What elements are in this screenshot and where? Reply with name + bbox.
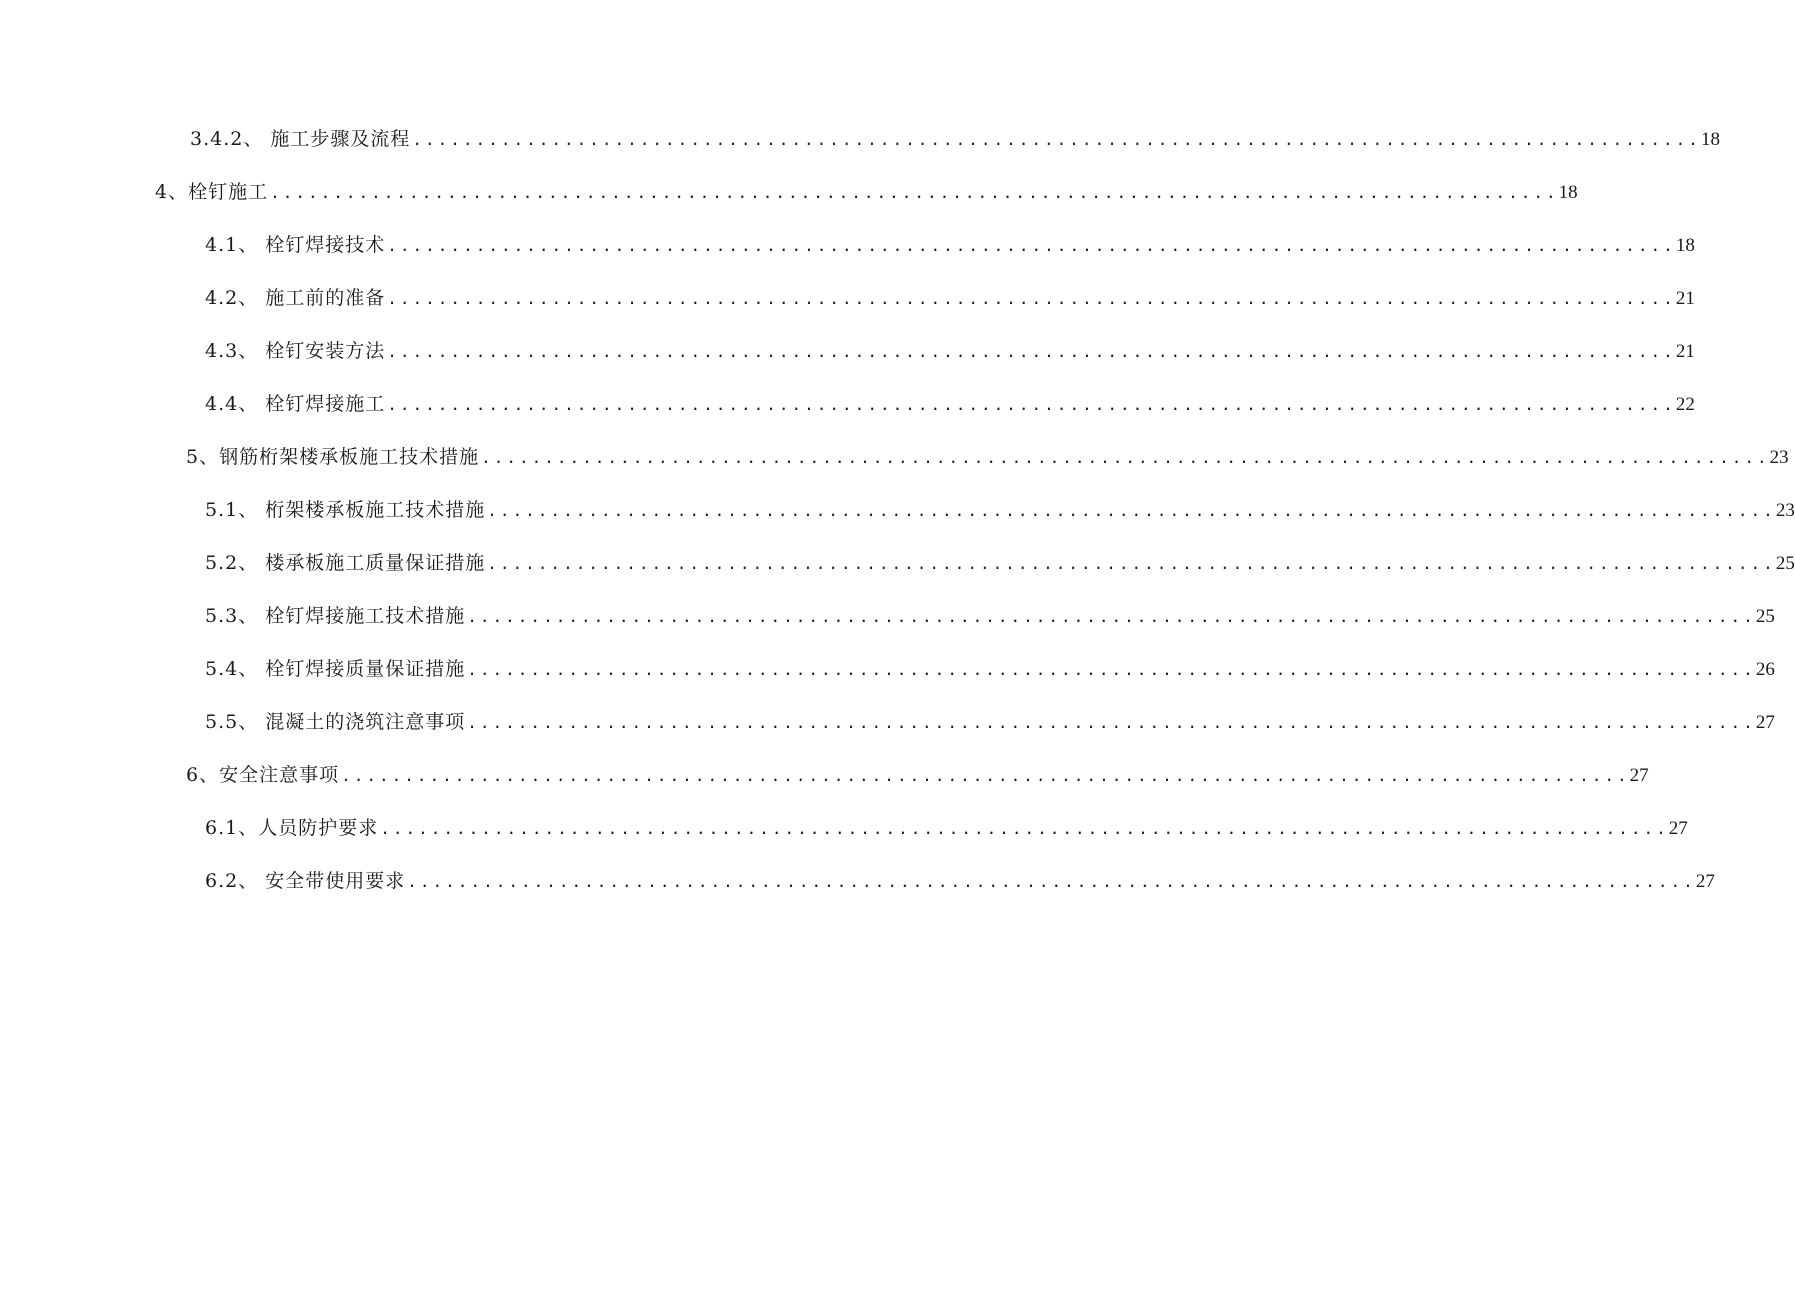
toc-dot-leader: ...................................................................................................... bbox=[467, 660, 1756, 679]
toc-entry-page: 27 bbox=[1629, 765, 1649, 786]
toc-entry-label: 5、钢筋桁架楼承板施工技术措施 bbox=[186, 446, 480, 468]
toc-dot-leader: ...................................................................................................... bbox=[467, 713, 1756, 732]
toc-entry[interactable] bbox=[205, 285, 1695, 311]
toc-entry-label: 4、栓钉施工 bbox=[155, 181, 269, 203]
toc-entry-label: 5.4、 栓钉焊接质量保证措施 bbox=[205, 658, 466, 680]
toc-entry-page: 26 bbox=[1755, 659, 1775, 680]
toc-dot-leader: ...................................................................................................... bbox=[407, 872, 1696, 891]
toc-entry-page: 27 bbox=[1668, 818, 1688, 839]
toc-entry-label: 3.4.2、 施工步骤及流程 bbox=[190, 128, 411, 150]
toc-entry-label: 4.3、 栓钉安装方法 bbox=[205, 340, 386, 362]
toc-entry-page: 21 bbox=[1675, 288, 1695, 309]
toc-dot-leader: ...................................................................................................... bbox=[387, 342, 1676, 361]
toc-dot-leader: ...................................................................................................... bbox=[487, 554, 1776, 573]
toc-dot-leader: ...................................................................................................... bbox=[467, 607, 1756, 626]
toc-entry[interactable] bbox=[205, 603, 1775, 629]
toc-entry-label: 4.2、 施工前的准备 bbox=[205, 287, 386, 309]
toc-entry[interactable] bbox=[205, 709, 1775, 735]
toc-dot-leader: ...................................................................................................... bbox=[481, 448, 1770, 467]
toc-entry-label: 4.1、 栓钉焊接技术 bbox=[205, 234, 386, 256]
toc-entry-page: 21 bbox=[1675, 341, 1695, 362]
toc-entry[interactable] bbox=[186, 444, 1789, 470]
toc-entry[interactable] bbox=[205, 338, 1695, 364]
toc-entry[interactable] bbox=[155, 179, 1578, 205]
toc-entry[interactable] bbox=[205, 550, 1795, 576]
toc-entry-label: 5.5、 混凝土的浇筑注意事项 bbox=[205, 711, 466, 733]
toc-entry[interactable] bbox=[205, 656, 1775, 682]
toc-entry-label: 4.4、 栓钉焊接施工 bbox=[205, 393, 386, 415]
toc-entry-page: 23 bbox=[1769, 447, 1789, 468]
toc-dot-leader: ...................................................................................................... bbox=[387, 289, 1676, 308]
toc-dot-leader: ...................................................................................................... bbox=[270, 183, 1559, 202]
toc-entry[interactable] bbox=[205, 232, 1695, 258]
toc-entry-label: 5.2、 楼承板施工质量保证措施 bbox=[205, 552, 486, 574]
toc-entry-page: 18 bbox=[1700, 129, 1720, 150]
toc-entry-page: 25 bbox=[1775, 553, 1795, 574]
toc-entry-page: 27 bbox=[1755, 712, 1775, 733]
toc-entry[interactable] bbox=[205, 868, 1715, 894]
toc-entry-page: 23 bbox=[1775, 500, 1795, 521]
toc-entry[interactable] bbox=[205, 497, 1795, 523]
toc-entry[interactable] bbox=[190, 126, 1720, 152]
toc-entry-page: 18 bbox=[1675, 235, 1695, 256]
toc-entry-label: 5.1、 桁架楼承板施工技术措施 bbox=[205, 499, 486, 521]
toc-dot-leader: ...................................................................................................... bbox=[487, 501, 1776, 520]
toc-entry[interactable] bbox=[186, 762, 1649, 788]
toc-entry[interactable] bbox=[205, 391, 1695, 417]
toc-entry-page: 18 bbox=[1558, 182, 1578, 203]
toc-entry[interactable] bbox=[205, 815, 1688, 841]
toc-entry-page: 22 bbox=[1675, 394, 1695, 415]
toc-dot-leader: ...................................................................................................... bbox=[412, 130, 1701, 149]
toc-entry-label: 6.2、 安全带使用要求 bbox=[205, 870, 406, 892]
toc-entry-label: 6.1、人员防护要求 bbox=[205, 817, 379, 839]
toc-entry-page: 25 bbox=[1755, 606, 1775, 627]
toc-dot-leader: ...................................................................................................... bbox=[341, 766, 1630, 785]
toc-entry-page: 27 bbox=[1695, 871, 1715, 892]
toc-entry-label: 6、安全注意事项 bbox=[186, 764, 340, 786]
toc-dot-leader: ...................................................................................................... bbox=[387, 236, 1676, 255]
toc-dot-leader: ...................................................................................................... bbox=[387, 395, 1676, 414]
toc-dot-leader: ...................................................................................................... bbox=[380, 819, 1669, 838]
toc-entry-label: 5.3、 栓钉焊接施工技术措施 bbox=[205, 605, 466, 627]
